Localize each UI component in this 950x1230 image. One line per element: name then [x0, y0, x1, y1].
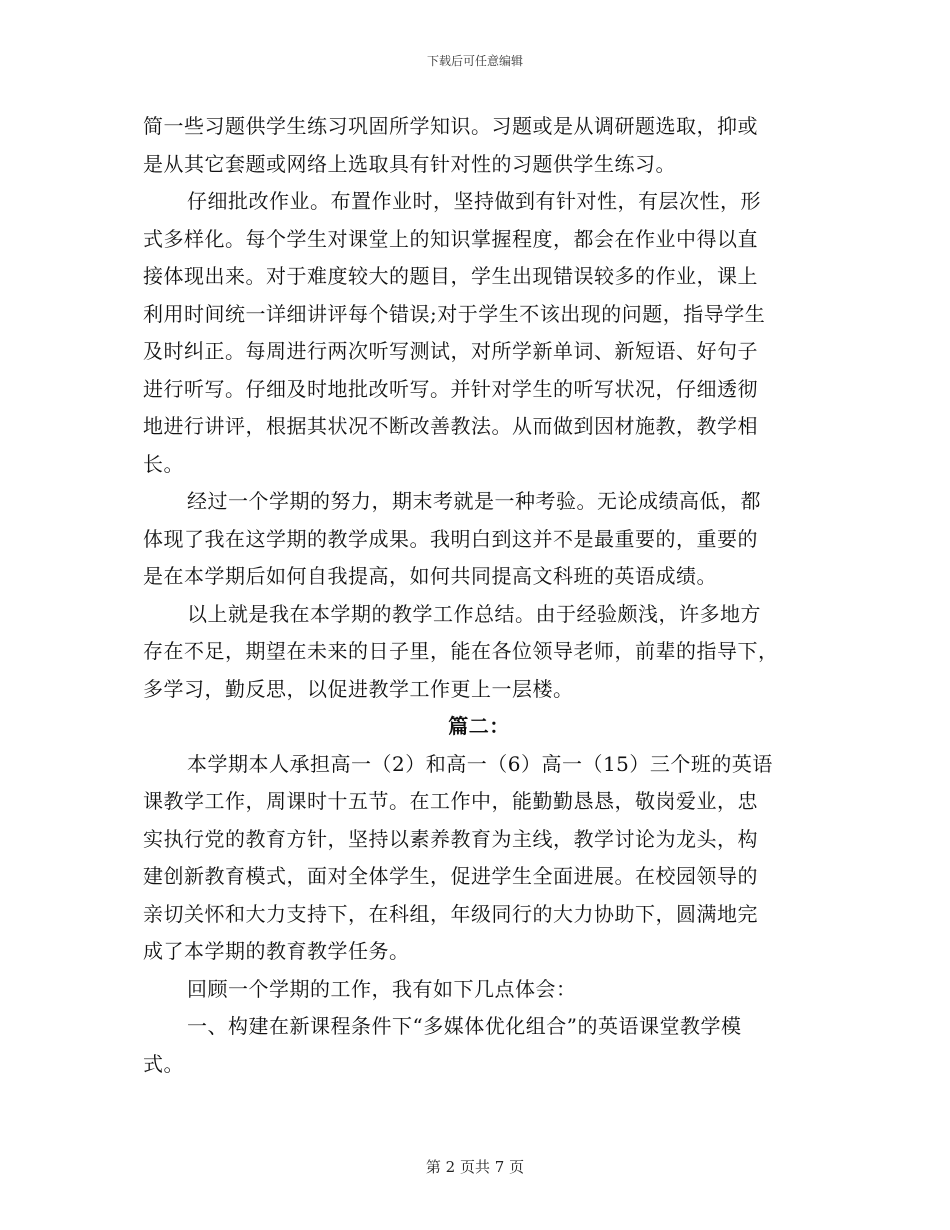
text-line: 接体现出来。对于难度较大的题目，学生出现错误较多的作业，课上 — [143, 264, 758, 288]
text-line: 利用时间统一详细讲评每个错误;对于学生不该出现的问题，指导学生 — [143, 301, 766, 326]
text-line: 实执行党的教育方针，坚持以素养教育为主线，教学讨论为龙头，构 — [143, 826, 758, 851]
text-line: 长。 — [143, 451, 184, 476]
document-body — [143, 108, 803, 1083]
paragraph-start-line: 回顾一个学期的工作，我有如下几点体会： — [187, 976, 577, 1001]
text-line: 式多样化。每个学生对课堂上的知识掌握程度，都会在作业中得以直 — [143, 226, 758, 251]
text-line: 体现了我在这学期的教学成果。我明白到这并不是最重要的，重要的 — [143, 526, 758, 551]
text-line: 式。 — [143, 1051, 184, 1076]
section-heading: 篇二： — [448, 714, 510, 738]
paragraph-start-line: 仔细批改作业。布置作业时，坚持做到有针对性，有层次性，形 — [187, 189, 761, 213]
paragraph-start-line: 经过一个学期的努力，期末考就是一种考验。无论成绩高低，都 — [187, 489, 761, 513]
text-line: 课教学工作，周课时十五节。在工作中，能勤勤恳恳，敬岗爱业，忠 — [143, 789, 758, 813]
paragraph-start-line: 本学期本人承担高一（2）和高一（6）高一（15）三个班的英语 — [187, 751, 773, 776]
text-line: 存在不足，期望在未来的日子里，能在各位领导老师，前辈的指导下， — [143, 639, 779, 663]
paragraph-start-line: 一、构建在新课程条件下“多媒体优化组合”的英语课堂教学模 — [187, 1014, 742, 1038]
text-line: 亲切关怀和大力支持下，在科组，年级同行的大力协助下，圆满地完 — [143, 901, 758, 926]
text-line: 成了本学期的教育教学任务。 — [143, 939, 410, 963]
page-footer: 第 2 页共 7 页 — [425, 1158, 525, 1176]
text-line: 多学习，勤反思，以促进教学工作更上一层楼。 — [143, 676, 574, 701]
paragraph-start-line: 以上就是我在本学期的教学工作总结。由于经验颇浅，许多地方 — [187, 601, 761, 626]
text-line: 简一些习题供学生练习巩固所学知识。习题或是从调研题选取，抑或 — [143, 114, 758, 138]
page-header: 下载后可任意编辑 — [426, 54, 523, 68]
text-line: 是在本学期后如何自我提高，如何共同提高文科班的英语成绩。 — [143, 564, 717, 588]
text-line: 及时纠正。每周进行两次听写测试，对所学新单词、新短语、好句子 — [143, 339, 758, 363]
text-line: 是从其它套题或网络上选取具有针对性的习题供学生练习。 — [143, 151, 676, 176]
text-line: 建创新教育模式，面对全体学生，促进学生全面进展。在校园领导的 — [143, 864, 758, 888]
text-line: 进行听写。仔细及时地批改听写。并针对学生的听写状况，仔细透彻 — [143, 376, 758, 401]
text-line: 地进行讲评，根据其状况不断改善教法。从而做到因材施教，教学相 — [143, 414, 758, 438]
